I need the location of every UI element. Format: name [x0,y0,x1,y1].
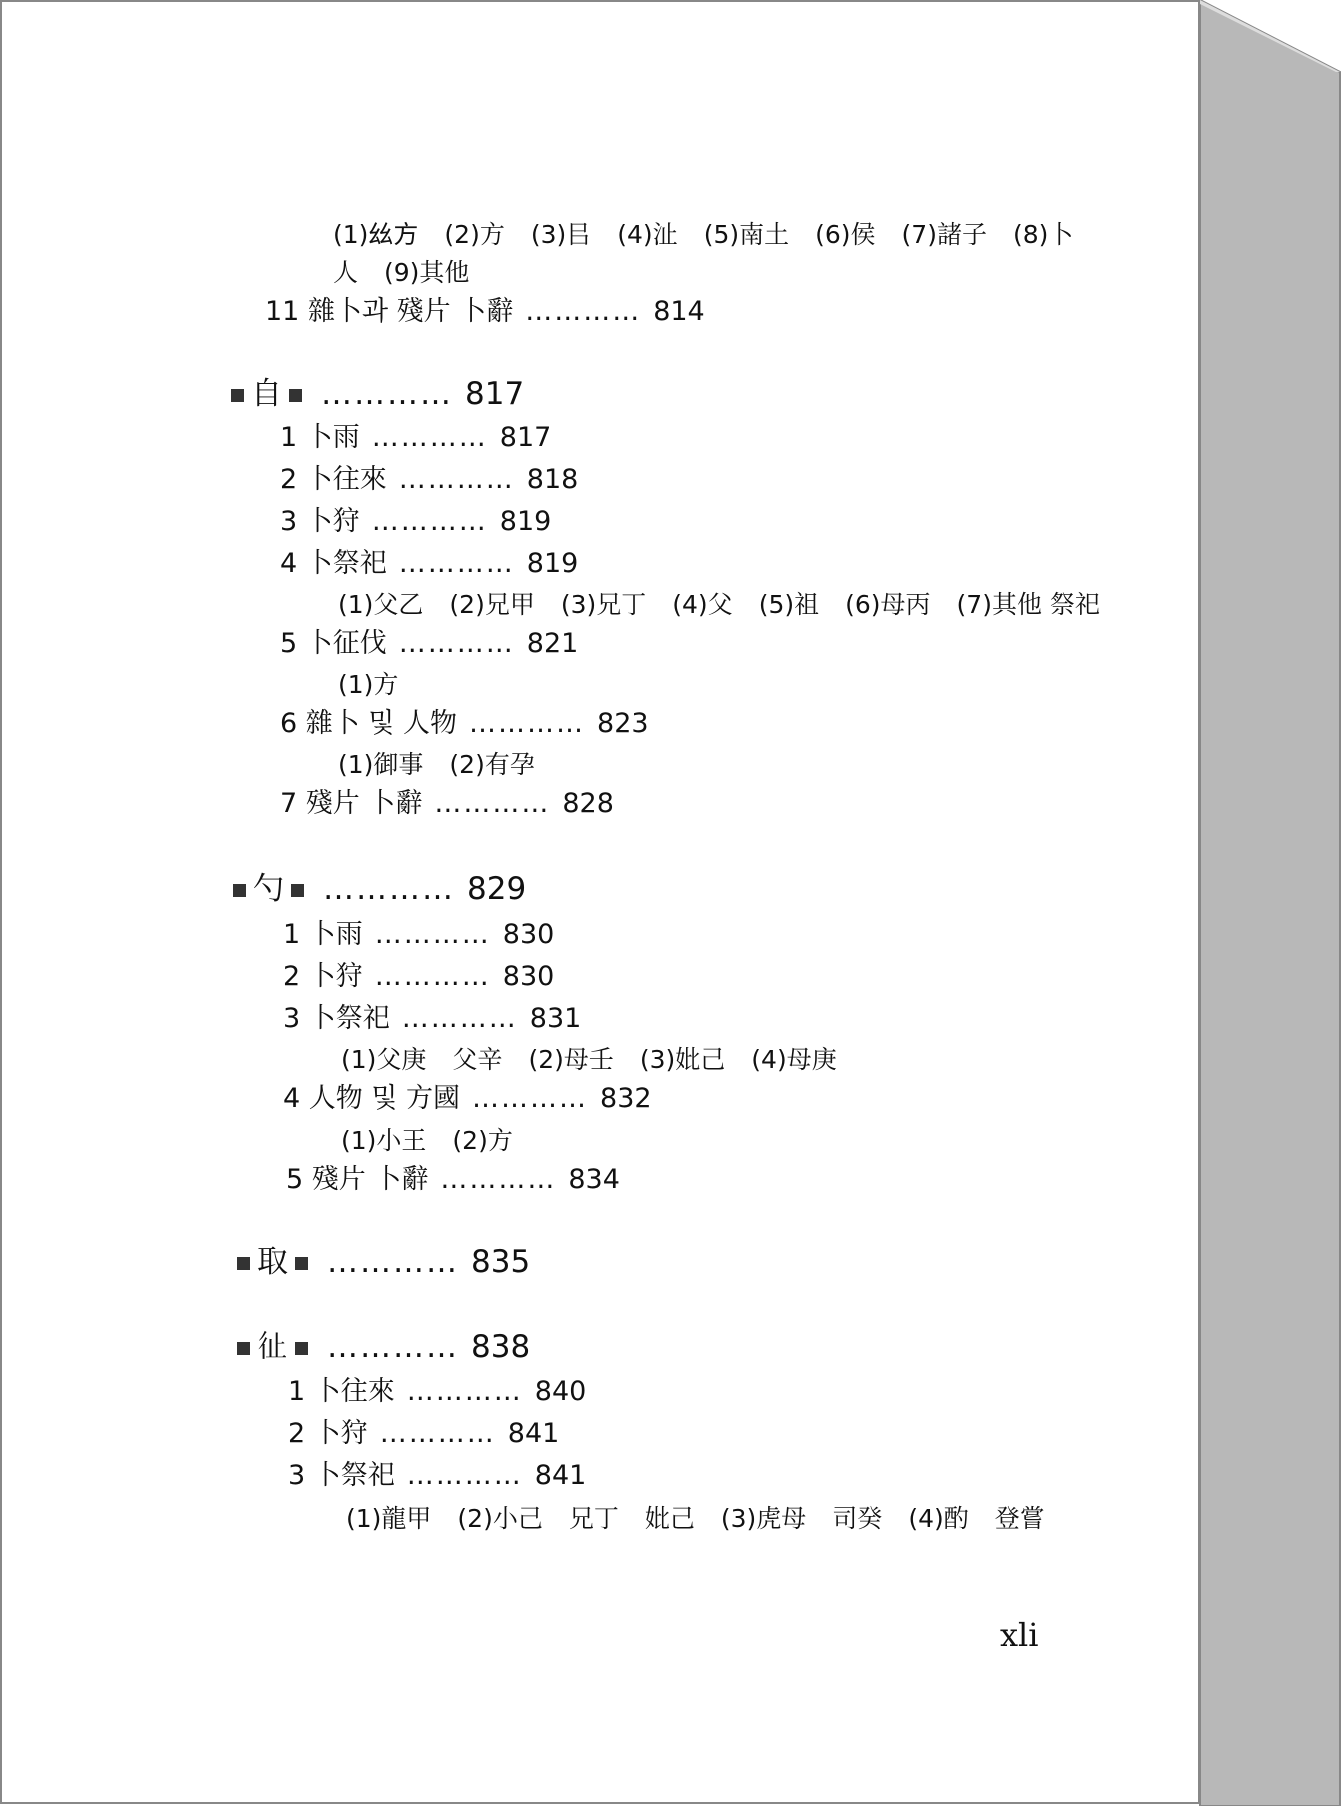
toc-entry: 11 雜卜과 殘片 卜辭 ………… 814 [265,296,705,327]
section-heading: 𢓊 ………… 838 [230,1330,530,1364]
square-bullet-icon [295,1342,308,1355]
toc-entry: 3 卜祭祀 ………… 841 [288,1460,587,1491]
toc-subitems-line: (1)父庚 父辛 (2)母壬 (3)妣己 (4)母庚 [341,1045,837,1074]
square-bullet-icon [289,389,302,402]
toc-entry: 1 卜雨 ………… 830 [283,919,555,950]
toc-entry: 4 人物 및 方國 ………… 832 [283,1083,652,1114]
toc-entry: 7 殘片 卜辭 ………… 828 [280,788,614,819]
toc-entry: 4 卜祭祀 ………… 819 [280,548,579,579]
toc-entry: 1 卜雨 ………… 817 [280,422,552,453]
toc-subitems-line: (1)𢆶方 (2)方 (3)㠯 (4)沚 (5)南土 (6)侯 (7)諸子 (8)卜 [333,220,1074,249]
section-heading: 取 ………… 835 [230,1245,530,1279]
square-bullet-icon [237,1257,250,1270]
page-number: xli [1000,1616,1039,1654]
square-bullet-icon [291,884,304,897]
toc-subitems-line: (1)御事 (2)有孕 [338,750,535,779]
toc-entry: 3 卜祭祀 ………… 831 [283,1003,582,1034]
toc-entry: 5 卜征伐 ………… 821 [280,628,579,659]
toc-subitems-line: (1)龍甲 (2)小己 兄丁 妣己 (3)虎母 司癸 (4)酌 登嘗 [346,1504,1045,1533]
section-heading: 勺 ………… 829 [226,872,526,906]
toc-subitems-line: (1)方 [338,670,399,699]
toc-entry: 3 卜狩 ………… 819 [280,506,552,537]
toc-subitems-line: 人 (9)其他 [333,258,470,287]
toc-entry: 2 卜狩 ………… 841 [288,1418,560,1449]
square-bullet-icon [237,1342,250,1355]
toc-entry: 1 卜往來 ………… 840 [288,1376,587,1407]
toc-entry: 2 卜狩 ………… 830 [283,961,555,992]
toc-subitems-line: (1)父乙 (2)兄甲 (3)兄丁 (4)父 (5)祖 (6)母丙 (7)其他 祭祀 [338,590,1100,619]
toc-entry: 6 雜卜 및 人物 ………… 823 [280,708,649,739]
section-heading: 自 ………… 817 [224,377,524,411]
toc-subitems-line: (1)小王 (2)方 [341,1126,513,1155]
square-bullet-icon [295,1257,308,1270]
square-bullet-icon [233,884,246,897]
toc-entry: 2 卜往來 ………… 818 [280,464,579,495]
square-bullet-icon [231,389,244,402]
toc-entry: 5 殘片 卜辭 ………… 834 [286,1164,620,1195]
